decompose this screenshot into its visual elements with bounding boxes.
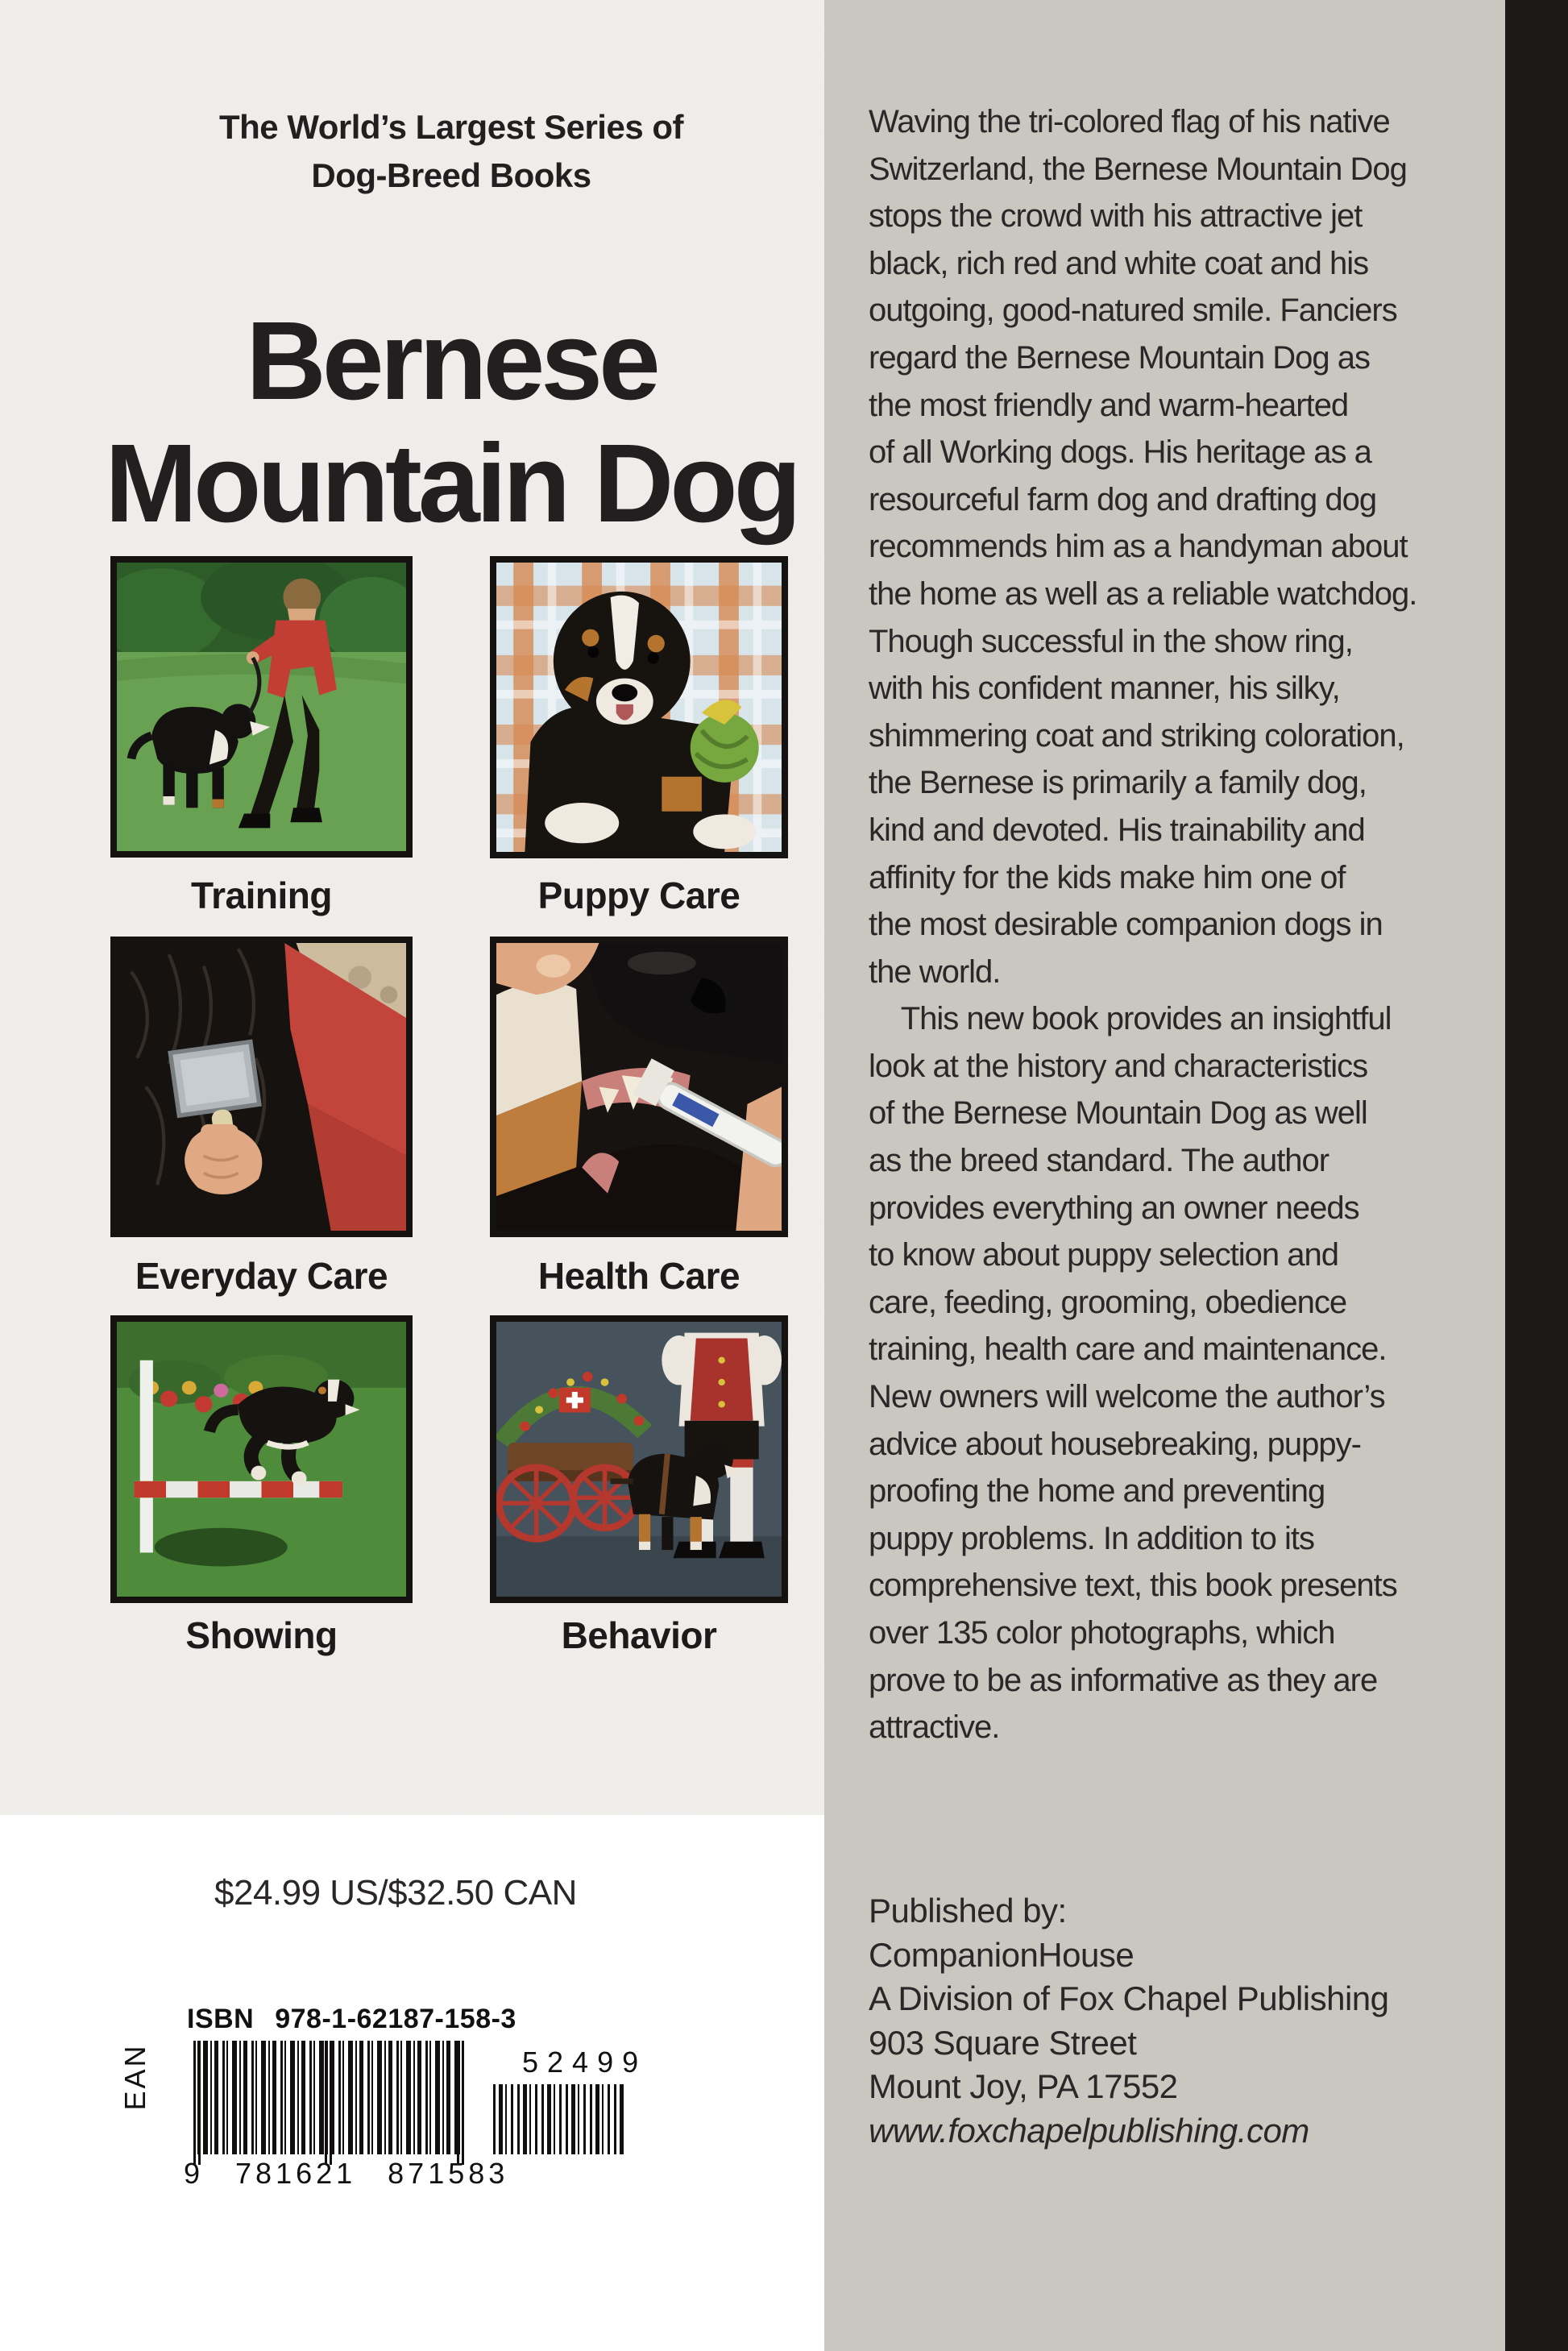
description-line: as the breed standard. The author <box>869 1143 1329 1179</box>
description-line: kind and devoted. His trainability and <box>869 812 1365 848</box>
publisher-website: www.foxchapelpublishing.com <box>869 2111 1309 2150</box>
description-line: black, rich red and white coat and his <box>869 245 1369 281</box>
publisher-line: Mount Joy, PA 17552 <box>869 2067 1178 2105</box>
caption-behavior: Behavior <box>561 1614 717 1656</box>
caption-health-care: Health Care <box>537 1255 740 1297</box>
showing-illustration <box>117 1322 406 1597</box>
description-line: Switzerland, the Bernese Mountain Dog <box>869 151 1407 187</box>
photo-health-care <box>490 937 788 1237</box>
series-header-line2: Dog-Breed Books <box>311 156 591 194</box>
book-title <box>48 300 854 545</box>
ean13-barcode <box>193 2041 464 2154</box>
description-line: stops the crowd with his attractive jet <box>869 198 1363 235</box>
ean-label: EAN <box>118 2043 151 2111</box>
description-line: This new book provides an insightful <box>869 1001 1392 1037</box>
everyday-care-illustration <box>117 943 406 1231</box>
barcode-guard <box>330 2041 332 2165</box>
description-line: regard the Bernese Mountain Dog as <box>869 339 1370 376</box>
photo-training <box>110 556 413 858</box>
description-line: Though successful in the show ring, <box>869 623 1353 659</box>
caption-training: Training <box>191 874 332 916</box>
description-line: the home as well as a reliable watchdog. <box>869 575 1417 612</box>
price-text: $24.99 US/$32.50 CAN <box>214 1873 577 1913</box>
barcode-guard <box>457 2041 459 2165</box>
barcode-guard <box>198 2041 201 2165</box>
description-line: look at the history and characteristics <box>869 1048 1368 1084</box>
barcode-guard <box>193 2041 196 2165</box>
description-line: with his confident manner, his silky, <box>869 671 1340 707</box>
photo-showing <box>110 1315 413 1603</box>
caption-showing: Showing <box>185 1614 338 1656</box>
book-title-line2: Mountain Dog <box>105 422 798 546</box>
description-line: the world. <box>869 953 1001 990</box>
description-line: puppy problems. In addition to its <box>869 1520 1315 1556</box>
description-line: proofing the home and preventing <box>869 1473 1325 1510</box>
training-illustration <box>117 563 406 851</box>
description-line: Waving the tri-colored flag of his native <box>869 104 1390 139</box>
description-line: the most friendly and warm-hearted <box>869 387 1349 423</box>
puppy-care-illustration <box>496 563 782 852</box>
photo-everyday-care <box>110 937 413 1237</box>
description-line: to know about puppy selection and <box>869 1237 1338 1273</box>
isbn-label: ISBN <box>187 2004 255 2034</box>
description-line: attractive. <box>869 1709 1000 1746</box>
caption-puppy-care: Puppy Care <box>537 874 740 916</box>
description-line: outgoing, good-natured smile. Fanciers <box>869 293 1397 329</box>
description-line: resourceful farm dog and drafting dog <box>869 481 1377 517</box>
publisher-line: CompanionHouse <box>869 1935 1135 1974</box>
publisher-lines <box>869 1889 1389 2109</box>
series-header-line1: The World’s Largest Series of <box>219 108 683 146</box>
description-line: advice about housebreaking, puppy- <box>869 1426 1361 1462</box>
description-line: the Bernese is primarily a family dog, <box>869 765 1367 801</box>
barcode-digits: 9 781621 871583 <box>184 2157 509 2190</box>
description-line: provides everything an owner needs <box>869 1190 1359 1226</box>
description-line: prove to be as informative as they are <box>869 1662 1378 1698</box>
health-care-illustration <box>496 943 782 1231</box>
description-line: New owners will welcome the author’s <box>869 1379 1385 1415</box>
description-line: care, feeding, grooming, obedience <box>869 1284 1347 1320</box>
description-line: of all Working dogs. His heritage as a <box>869 434 1371 471</box>
description-line: of the Bernese Mountain Dog as well <box>869 1095 1367 1132</box>
ean5-addon-barcode <box>493 2084 625 2154</box>
isbn-number: 978-1-62187-158-3 <box>275 2004 516 2034</box>
back-cover-description <box>869 98 1489 1751</box>
series-header <box>77 103 826 200</box>
description-line: shimmering coat and striking coloration, <box>869 717 1404 754</box>
behavior-illustration <box>496 1322 782 1597</box>
publisher-line: 903 Square Street <box>869 2023 1137 2062</box>
photo-puppy-care <box>490 556 788 858</box>
isbn-line <box>187 2004 516 2035</box>
book-title-line1: Bernese <box>246 299 657 423</box>
barcode-guard <box>325 2041 327 2165</box>
description-line: recommends him as a handyman about <box>869 529 1408 565</box>
publisher-block <box>869 1889 1389 2153</box>
description-line: affinity for the kids make him one of <box>869 859 1346 895</box>
description-line: comprehensive text, this book presents <box>869 1568 1397 1604</box>
publisher-line: A Division of Fox Chapel Publishing <box>869 1979 1389 2017</box>
caption-everyday-care: Everyday Care <box>135 1255 388 1297</box>
description-line: training, health care and maintenance. <box>869 1331 1387 1368</box>
spine-black-strip <box>1505 0 1568 2351</box>
photo-behavior <box>490 1315 788 1603</box>
publisher-line: Published by: <box>869 1892 1067 1929</box>
description-line: over 135 color photographs, which <box>869 1615 1335 1651</box>
barcode-guard <box>462 2041 464 2165</box>
barcode-addon-code: 52499 <box>522 2046 648 2079</box>
description-line: the most desirable companion dogs in <box>869 907 1383 943</box>
